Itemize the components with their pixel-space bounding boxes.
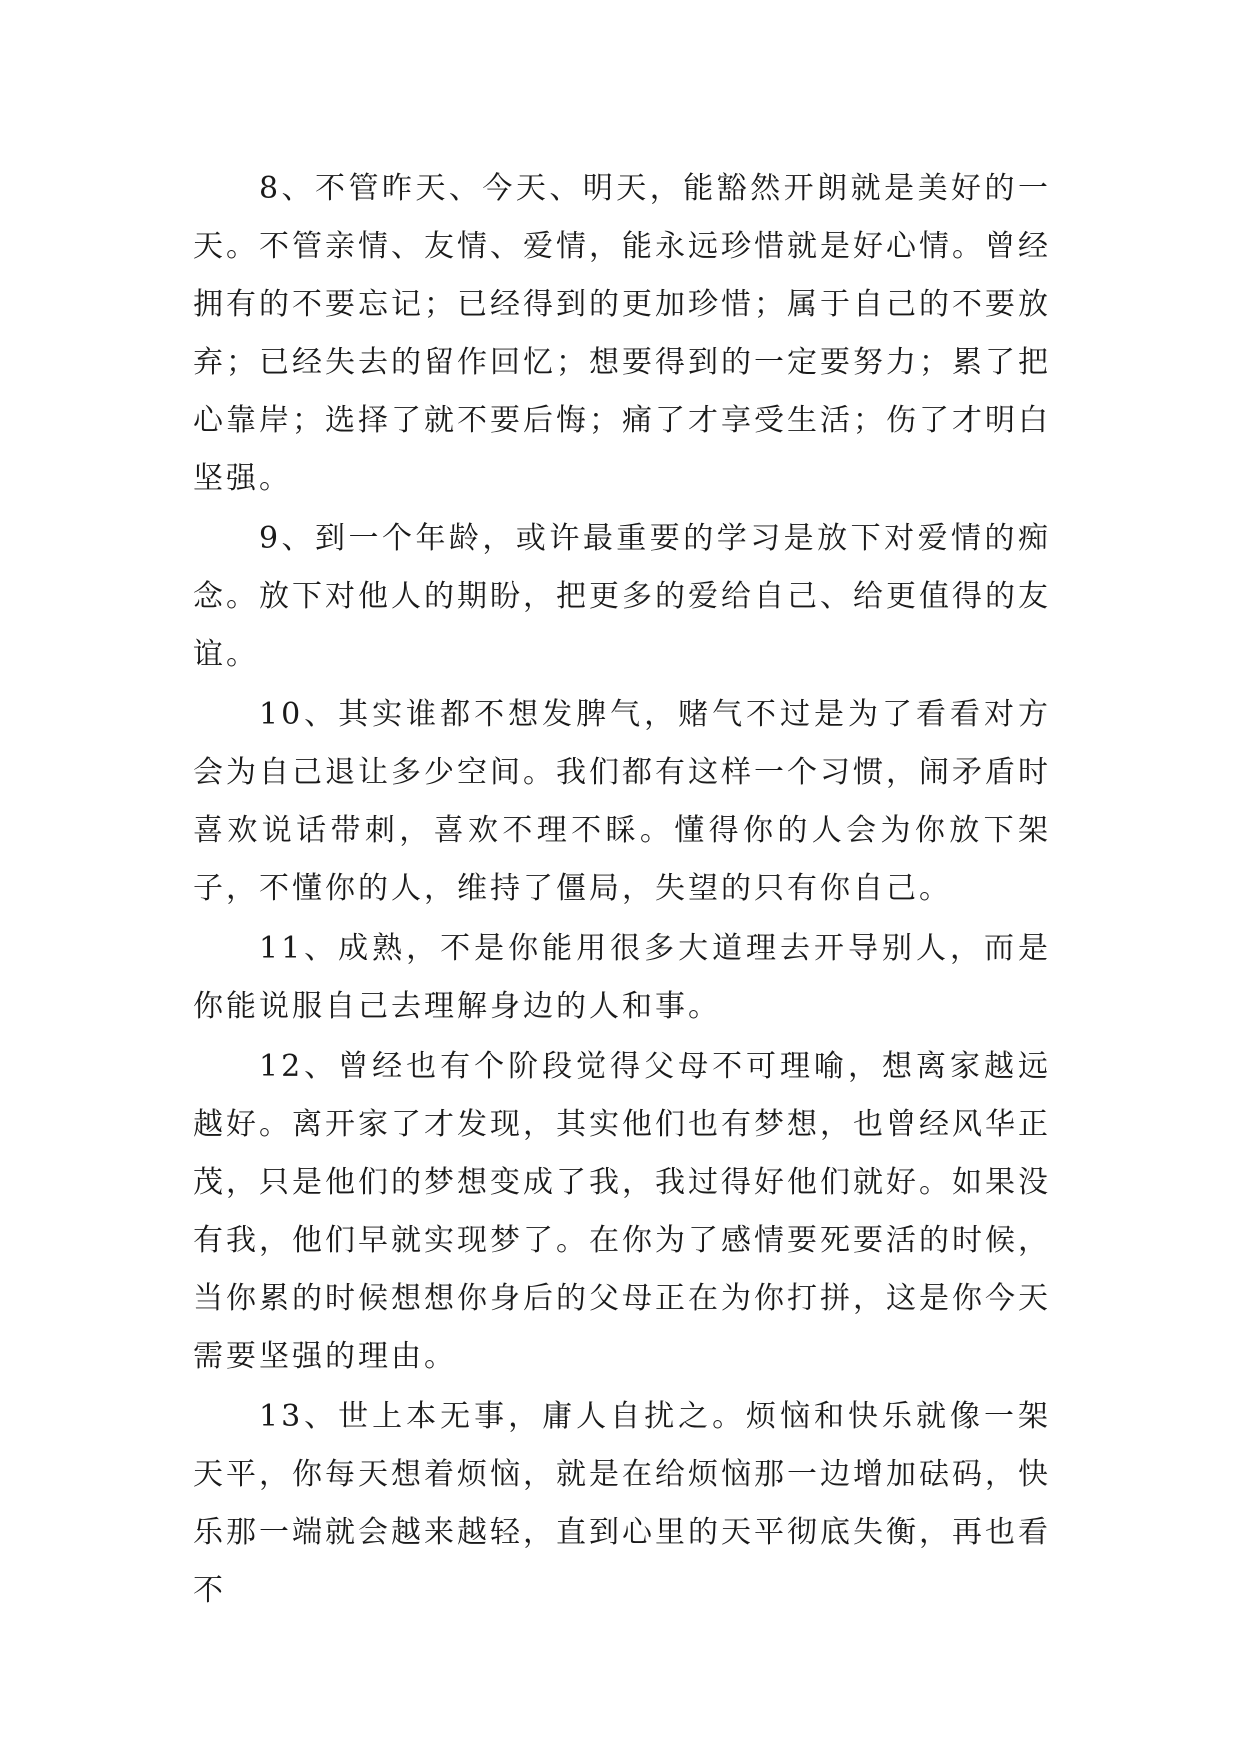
paragraph-11: 11、成熟，不是你能用很多大道理去开导别人，而是你能说服自己去理解身边的人和事。 — [193, 931, 1051, 1024]
paragraph-8: 8、不管昨天、今天、明天，能豁然开朗就是美好的一天。不管亲情、友情、爱情，能永远珍惜就是好心情。曾经拥有的不要忘记；已经得到的更加珍惜；属于自己的不要放弃；已经失去的留作回忆；想要得到的一定要努力；累了把心靠岸；选择了就不要后悔；痛了才享受生活；伤了才明白坚强。 — [193, 171, 1051, 496]
document-body — [193, 160, 1051, 1622]
paragraph-13: 13、世上本无事，庸人自扰之。烦恼和快乐就像一架天平，你每天想着烦恼，就是在给烦恼那一边增加砝码，快乐那一端就会越来越轻，直到心里的天平彻底失衡，再也看不 — [193, 1399, 1051, 1608]
paragraph-12: 12、曾经也有个阶段觉得父母不可理喻，想离家越远越好。离开家了才发现，其实他们也有梦想，也曾经风华正茂，只是他们的梦想变成了我，我过得好他们就好。如果没有我，他们早就实现梦了。在你为了感情要死要活的时候，当你累的时候想想你身后的父母正在为你打拼，这是你今天需要坚强的理由。 — [193, 1049, 1051, 1374]
paragraph-9: 9、到一个年龄，或许最重要的学习是放下对爱情的痴念。放下对他人的期盼，把更多的爱给自己、给更值得的友谊。 — [193, 521, 1051, 672]
paragraph-10: 10、其实谁都不想发脾气，赌气不过是为了看看对方会为自己退让多少空间。我们都有这样一个习惯，闹矛盾时喜欢说话带刺，喜欢不理不睬。懂得你的人会为你放下架子，不懂你的人，维持了僵局，失望的只有你自己。 — [193, 697, 1051, 906]
